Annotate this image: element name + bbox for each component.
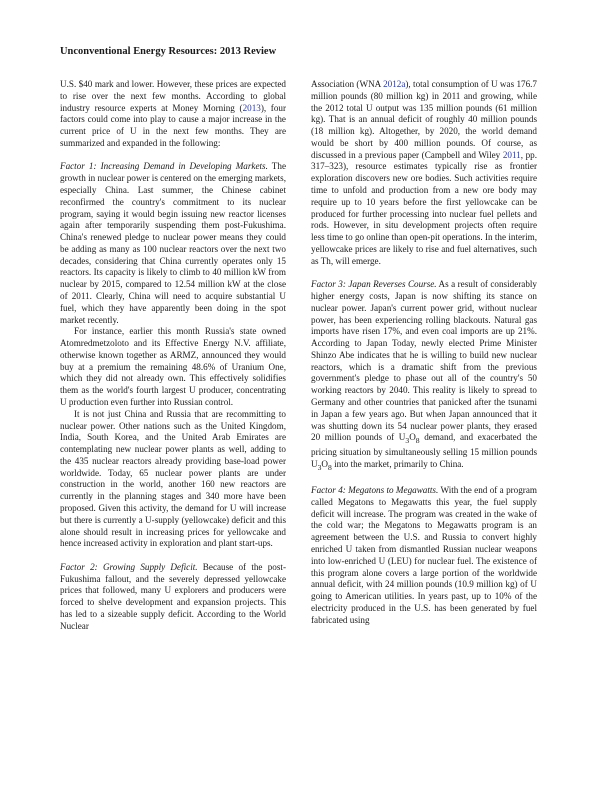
subscript: 3 bbox=[405, 436, 410, 446]
text-run: As a result of considerably higher energy costs, Japan is now shifting its stance on nuclear power. Japan's current power grid, without nuclear power, has been experiencing rolling blackouts. Natural gas imports have risen 17%, and even coal imports are up 21%. According to Japan Today, newly elected Prime Minister Shinzo Abe indicates that he is willing to build new nuclear reactors, which is a dramatic shift from the previous government's pledge to phase out all of the country's 50 working reactors by 2040. This reality is likely to spread to Germany and other countries that panicked after the tsunami in Japan a few years ago. But when Japan announced that it was shutting down its 54 nuclear power plants, they erased 20 million pounds of U bbox=[311, 279, 537, 443]
citation-link[interactable]: 2011 bbox=[502, 149, 521, 160]
text-run: , pp. 317–323), resource estimates typically rise as frontier exploration discovers new ore bodies. Such activities require time to unfold and production from a new ore body may require up to 10 years before the first yellowcake can be produced for further processing into nuclear fuel pellets and rods. However, in situ development projects often require less time to go online than open-pit operations. In the interim, yellowcake prices are likely to rise and fuel alternatives, such as Th, will emerge. bbox=[311, 149, 538, 266]
factor-heading: Factor 1: Increasing Demand in Developing Markets. bbox=[60, 161, 268, 172]
text-run: O bbox=[321, 458, 328, 469]
subscript: 8 bbox=[328, 462, 332, 472]
factor-heading: Factor 2: Growing Supply Deficit. bbox=[60, 561, 198, 572]
citation-link[interactable]: 2012a bbox=[383, 79, 406, 89]
paragraph bbox=[311, 485, 537, 626]
text-run: O bbox=[409, 432, 416, 443]
text-run: Association (WNA bbox=[311, 79, 384, 89]
running-head: Unconventional Energy Resources: 2013 Review bbox=[60, 46, 277, 57]
subscript: 8 bbox=[415, 436, 420, 446]
factor-heading: Factor 3: Japan Reverses Course. bbox=[311, 279, 437, 290]
right-column bbox=[311, 79, 537, 626]
paragraph: It is not just China and Russia that are recommitting to nuclear power. Other nations such as the United Kingdom, India, South Korea, and the United Arab Emirates are contemplating new nuclear power plants as well, adding to the 435 nuclear reactors already providing base-load power worldwide. Today, 65 nuclear power plants are under construction in the world, another 160 new reactors are currently in the planning stages and 340 more have been proposed. Given this activity, the demand for U will increase but there is currently a U-supply (yellowcake) deficit and this alone should result in increasing prices for yellowcake and hence increased activity in exploration and plant start-ups. bbox=[60, 408, 286, 549]
paragraph bbox=[311, 79, 537, 268]
paragraph bbox=[60, 79, 286, 150]
paragraph: For instance, earlier this month Russia's state owned Atomredmetzoloto and its Effective Energy N.V. affiliate, otherwise known together as ARMZ, announced they would buy at a premium the remaining 48.6% of Uranium One, which they did not already own. This effectively solidifies them as the world's fourth largest U producer, concentrating U production even further into Russian control. bbox=[60, 326, 286, 407]
left-column bbox=[60, 79, 286, 633]
paragraph bbox=[311, 279, 537, 473]
text-run: ), four factors could come into play to cause a major increase in the current price of U in the next few months. They are summarized and expanded in the following: bbox=[60, 102, 286, 148]
text-run: into the market, primarily to China. bbox=[331, 458, 464, 469]
citation-link[interactable]: 2013 bbox=[242, 102, 261, 113]
text-run: U.S. $40 mark and lower. However, these prices are expected to rise over the next few months. According to global industry resource experts at Money Morning ( bbox=[60, 79, 286, 113]
text-run: Because of the post-Fukushima fallout, and the severely depressed yellowcake prices that followed, many U explorers and producers were forced to shelve development and expansion projects. This has led to a sizeable supply deficit. According to the World Nuclear bbox=[60, 561, 286, 631]
text-run: The growth in nuclear power is centered on the emerging markets, especially China. Last summer, the Chinese cabinet reconfirmed the country's commitment to its nuclear program, saying it would begin issuing new reactor licenses again after temporarily suspending them post-Fukushima. China's renewed pledge to nuclear power means they could be adding as many as 100 nuclear reactors over the next two decades, considering that China currently operates only 15 reactors. Its capacity is likely to climb to 40 million kW from nuclear by 2015, compared to 12.54 million kW at the close of 2011. Clearly, China will need to acquire substantial U fuel, which they have apparently been doing in the spot market recently. bbox=[60, 161, 286, 325]
text-run: demand, and exacerbated the pricing situation by simultaneously selling 15 million pounds U bbox=[311, 432, 537, 469]
paragraph bbox=[60, 562, 286, 633]
subscript: 3 bbox=[317, 462, 322, 472]
text-run: ), total consumption of U was 176.7 million pounds (80 million kg) in 2011 and growing, while the 2012 total U output was 135 million pounds (61 million kg). That is an annual deficit of roughly 40 million pounds (18 million kg). Altogether, by 2020, the world demand would be short by 400 million pounds. Of course, as discussed in a previous paper (Campbell and Wiley bbox=[311, 79, 537, 160]
factor-heading: Factor 4: Megatons to Megawatts. bbox=[311, 485, 439, 496]
paragraph bbox=[60, 161, 286, 326]
text-run: With the end of a program called Megatons to Megawatts this year, the fuel supply deficit will increase. The program was created in the wake of the cold war; the Megatons to Megawatts program is an agreement between the U.S. and Russia to convert highly enriched U taken from dismantled Russian nuclear weapons into low-enriched U (LEU) for nuclear fuel. The existence of this program alone covers a large portion of the worldwide annual deficit, with 24 million pounds (10.9 million kg) of U going to American utilities. In years past, up to 10% of the electricity produced in the U.S. has been generated by fuel fabricated using bbox=[311, 485, 537, 625]
